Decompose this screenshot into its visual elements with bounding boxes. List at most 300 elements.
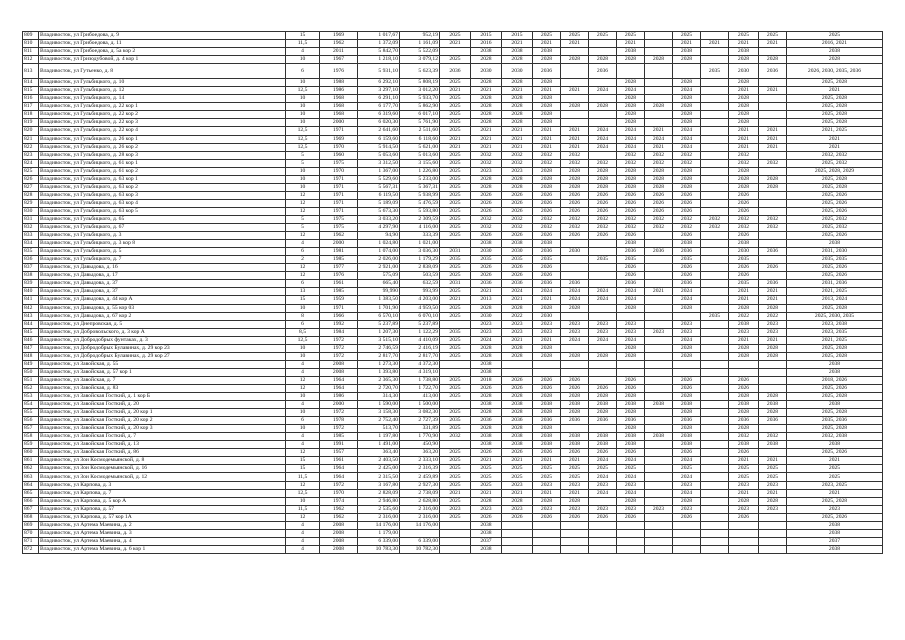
cell-year-col-5: 2032 (561, 159, 589, 167)
cell-address: Владивосток, ул Артема Маевина, д. 3 (39, 529, 286, 537)
cell-living-area (400, 529, 440, 537)
cell-year-col-3: 2028 (502, 352, 533, 360)
cell-row-number: 836 (23, 256, 39, 264)
cell-total-area: 5 529,60 (358, 175, 400, 183)
cell-year-col-1: 2025 (440, 224, 471, 232)
cell-floors: 4 (286, 441, 320, 449)
table-row (23, 328, 883, 336)
cell-year-col-9: 2026 (673, 384, 701, 392)
cell-year-col-5 (561, 256, 589, 264)
cell-year-col-11: 2028 (729, 175, 759, 183)
cell-year-col-8 (645, 360, 673, 368)
cell-year-summary: 2025, 2032 (787, 224, 883, 232)
cell-year-col-1: 2025 (440, 336, 471, 344)
cell-year-col-3: 2026 (502, 272, 533, 280)
table-row (23, 256, 883, 264)
cell-living-area: 1 179,29 (400, 256, 440, 264)
cell-year-col-11: 2028 (729, 183, 759, 191)
cell-year-col-10: 2035 (701, 312, 729, 320)
cell-year-summary: 2038 (787, 401, 883, 409)
cell-year-built: 1969 (320, 32, 358, 40)
cell-address: Владивосток, ул Зои Космодемьянской, д. 16 (39, 465, 286, 473)
cell-year-col-11: 2035 (729, 256, 759, 264)
cell-year-built: 1962 (320, 513, 358, 521)
cell-year-col-12: 2036 (759, 417, 787, 425)
cell-address: Владивосток, ул Гульбицкого, д. 63 кор 4 (39, 199, 286, 207)
cell-year-col-9: 2038 (673, 240, 701, 248)
cell-year-col-6: 2026 (589, 232, 617, 240)
cell-year-col-4: 2028 (533, 95, 561, 103)
cell-year-col-12: 2021 (759, 457, 787, 465)
cell-year-col-12 (759, 111, 787, 119)
cell-total-area: 2 535,60 (358, 505, 400, 513)
cell-year-col-10 (701, 95, 729, 103)
cell-address: Владивосток, ул Гульбицкого, д. 65 (39, 215, 286, 223)
cell-year-built: 1971 (320, 127, 358, 135)
cell-year-summary: 2031, 2036 (787, 280, 883, 288)
table-row (23, 465, 883, 473)
cell-year-col-2: 2038 (471, 360, 502, 368)
cell-year-col-5: 2028 (561, 175, 589, 183)
cell-year-col-10 (701, 191, 729, 199)
cell-year-col-8 (645, 417, 673, 425)
cell-floors: 2 (286, 256, 320, 264)
cell-year-col-11: 2021 (729, 143, 759, 151)
cell-total-area: 1 590,00 (358, 401, 400, 409)
cell-year-col-7: 2026 (617, 376, 645, 384)
cell-year-col-3: 2026 (502, 199, 533, 207)
cell-floors: 5 (286, 224, 320, 232)
cell-year-summary: 2025, 2028 (787, 111, 883, 119)
cell-living-area: 5 761,90 (400, 119, 440, 127)
cell-year-col-5: 2028 (561, 103, 589, 111)
cell-year-col-3: 2021 (502, 143, 533, 151)
cell-year-col-9: 2032 (673, 215, 701, 223)
cell-year-col-2: 2021 (471, 127, 502, 135)
cell-row-number: 845 (23, 328, 39, 336)
cell-year-col-7: 2026 (617, 449, 645, 457)
cell-year-col-3 (502, 521, 533, 529)
cell-year-col-1: 2025 (440, 232, 471, 240)
table-row (23, 505, 883, 513)
cell-floors: 12,5 (286, 87, 320, 95)
cell-year-col-9: 2038 (673, 441, 701, 449)
cell-year-col-8 (645, 320, 673, 328)
cell-year-col-9 (673, 312, 701, 320)
cell-year-col-6 (589, 48, 617, 56)
cell-year-built: 1972 (320, 425, 358, 433)
cell-year-summary: 2025, 2028 (787, 344, 883, 352)
cell-year-col-11: 2028 (729, 352, 759, 360)
cell-year-col-1: 2025 (440, 199, 471, 207)
cell-row-number: 856 (23, 417, 39, 425)
cell-year-col-10 (701, 272, 729, 280)
cell-row-number: 864 (23, 481, 39, 489)
cell-address: Владивосток, ул Гульбицкого, д. 63 кор 5 (39, 207, 286, 215)
cell-year-col-8: 2026 (645, 191, 673, 199)
cell-year-col-3: 2026 (502, 449, 533, 457)
cell-year-built: 1971 (320, 191, 358, 199)
cell-floors: 15 (286, 465, 320, 473)
cell-address: Владивосток, ул Карпова, д. 3 (39, 481, 286, 489)
cell-living-area: 1 122,29 (400, 328, 440, 336)
cell-floors: 11,5 (286, 505, 320, 513)
cell-floors: 12,5 (286, 336, 320, 344)
cell-year-summary: 2038 (787, 360, 883, 368)
cell-total-area: 4 297,90 (358, 224, 400, 232)
cell-year-col-10 (701, 545, 729, 553)
cell-year-col-8 (645, 344, 673, 352)
cell-year-col-8: 2021 (645, 143, 673, 151)
cell-row-number: 840 (23, 288, 39, 296)
cell-year-col-9: 2028 (673, 119, 701, 127)
cell-year-col-12 (759, 191, 787, 199)
cell-year-col-7: 2026 (617, 232, 645, 240)
cell-year-col-5: 2023 (561, 505, 589, 513)
table-row (23, 248, 883, 256)
cell-year-col-5 (561, 272, 589, 280)
cell-year-col-1: 2025 (440, 409, 471, 417)
cell-year-col-3: 2028 (502, 304, 533, 312)
cell-year-col-6 (589, 111, 617, 119)
cell-total-area: 2 746,59 (358, 344, 400, 352)
cell-floors: 10 (286, 119, 320, 127)
cell-year-col-8 (645, 497, 673, 505)
cell-row-number: 832 (23, 224, 39, 232)
cell-year-col-8 (645, 393, 673, 401)
cell-floors: 10 (286, 167, 320, 175)
cell-row-number: 810 (23, 40, 39, 48)
cell-year-col-12: 2028 (759, 344, 787, 352)
cell-year-col-8: 2021 (645, 288, 673, 296)
cell-year-col-4: 2038 (533, 401, 561, 409)
cell-year-col-11: 2021 (729, 336, 759, 344)
cell-year-col-10: 2032 (701, 224, 729, 232)
cell-address: Владивосток, ул Гульбицкого, д. 3 (39, 232, 286, 240)
cell-year-col-7: 2028 (617, 56, 645, 64)
cell-year-col-6 (589, 272, 617, 280)
cell-year-col-1: 2025 (440, 288, 471, 296)
cell-year-col-6 (589, 304, 617, 312)
cell-year-built: 1972 (320, 481, 358, 489)
cell-year-col-12 (759, 151, 787, 159)
cell-year-col-10 (701, 417, 729, 425)
cell-year-col-1 (440, 320, 471, 328)
cell-total-area: 5 673,30 (358, 207, 400, 215)
cell-row-number: 858 (23, 433, 39, 441)
cell-year-col-7 (617, 360, 645, 368)
cell-year-col-11: 2032 (729, 215, 759, 223)
cell-year-col-4: 2026 (533, 384, 561, 392)
cell-year-col-2: 2025 (471, 465, 502, 473)
cell-year-col-6: 2023 (589, 328, 617, 336)
cell-year-col-4: 2038 (533, 441, 561, 449)
cell-year-col-8 (645, 272, 673, 280)
cell-year-col-1: 2025 (440, 159, 471, 167)
cell-year-summary: 2025, 2028 (787, 95, 883, 103)
table-row (23, 312, 883, 320)
cell-year-col-4: 2021 (533, 127, 561, 135)
cell-year-col-12: 2023 (759, 320, 787, 328)
cell-year-col-9: 2024 (673, 457, 701, 465)
cell-year-col-3: 2028 (502, 119, 533, 127)
table-row (23, 272, 883, 280)
cell-year-col-12: 2032 (759, 215, 787, 223)
cell-year-col-4: 2026 (533, 199, 561, 207)
cell-year-col-12 (759, 256, 787, 264)
cell-year-col-4: 2021 (533, 457, 561, 465)
cell-year-col-12 (759, 376, 787, 384)
cell-living-area: 3 155,60 (400, 159, 440, 167)
cell-address: Владивосток, ул Завойская, д. 57 кор 1 (39, 368, 286, 376)
cell-year-col-11: 2035 (729, 280, 759, 288)
cell-living-area: 1 500,00 (400, 401, 440, 409)
cell-address: Владивосток, ул Карпова, д. 7 (39, 489, 286, 497)
cell-year-col-6: 2026 (589, 207, 617, 215)
cell-year-col-7: 2026 (617, 191, 645, 199)
cell-row-number: 871 (23, 537, 39, 545)
cell-year-col-12 (759, 272, 787, 280)
cell-address: Владивосток, ул Гульбицкого, д. 67 (39, 224, 286, 232)
cell-year-col-5 (561, 48, 589, 56)
cell-living-area: 952,19 (400, 32, 440, 40)
cell-row-number: 869 (23, 521, 39, 529)
cell-year-col-6: 2028 (589, 175, 617, 183)
cell-year-col-3: 2023 (502, 328, 533, 336)
cell-year-col-4: 2025 (533, 32, 561, 40)
cell-year-col-8: 2038 (645, 433, 673, 441)
cell-year-col-11: 2028 (729, 393, 759, 401)
cell-year-col-1: 2023 (440, 505, 471, 513)
cell-year-col-10 (701, 473, 729, 481)
cell-year-col-11: 2038 (729, 240, 759, 248)
cell-year-col-9: 2028 (673, 497, 701, 505)
cell-year-col-1 (440, 368, 471, 376)
cell-year-col-10 (701, 449, 729, 457)
cell-year-col-3: 2032 (502, 159, 533, 167)
cell-year-col-9: 2024 (673, 143, 701, 151)
cell-address: Владивосток, ул Гризодубовой, д. 4 кор 1 (39, 56, 286, 64)
cell-year-built: 2011 (320, 48, 358, 56)
cell-year-summary: 2025, 2028 (787, 183, 883, 191)
cell-year-col-6 (589, 529, 617, 537)
table-row (23, 457, 883, 465)
cell-year-col-12 (759, 537, 787, 545)
cell-year-summary: 2023, 2038 (787, 320, 883, 328)
cell-row-number: 862 (23, 465, 39, 473)
cell-year-col-6 (589, 425, 617, 433)
cell-year-col-10 (701, 199, 729, 207)
cell-year-built: 1986 (320, 87, 358, 95)
cell-year-col-3: 2038 (502, 48, 533, 56)
cell-year-col-4: 2028 (533, 103, 561, 111)
cell-year-built: 1971 (320, 183, 358, 191)
cell-year-col-12: 2021 (759, 288, 787, 296)
cell-year-col-6: 2038 (589, 401, 617, 409)
cell-year-col-4: 2030 (533, 312, 561, 320)
cell-year-col-5: 2023 (561, 320, 589, 328)
cell-row-number: 867 (23, 505, 39, 513)
cell-year-summary: 2018, 2026 (787, 376, 883, 384)
cell-year-col-1: 2025 (440, 207, 471, 215)
cell-year-summary: 2021 (787, 457, 883, 465)
cell-year-built: 1967 (320, 56, 358, 64)
cell-year-col-7: 2035 (617, 256, 645, 264)
cell-year-col-4: 2038 (533, 240, 561, 248)
cell-year-col-10 (701, 240, 729, 248)
cell-year-col-12: 2028 (759, 56, 787, 64)
cell-year-col-1: 2025 (440, 425, 471, 433)
cell-total-area: 1 207,30 (358, 328, 400, 336)
cell-year-col-4: 2026 (533, 264, 561, 272)
cell-total-area: 5 914,50 (358, 143, 400, 151)
cell-year-col-4: 2032 (533, 224, 561, 232)
cell-year-col-11 (729, 368, 759, 376)
cell-year-col-6: 2028 (589, 103, 617, 111)
cell-year-col-9: 2032 (673, 151, 701, 159)
cell-year-built: 1975 (320, 215, 358, 223)
cell-year-col-8 (645, 87, 673, 95)
cell-total-area: 2 403,50 (358, 457, 400, 465)
cell-year-col-1: 2021 (440, 87, 471, 95)
cell-year-col-1: 2035 (440, 256, 471, 264)
cell-year-col-2: 2038 (471, 521, 502, 529)
cell-year-col-10 (701, 111, 729, 119)
cell-total-area: 1 017,67 (358, 32, 400, 40)
cell-year-summary: 2023 (787, 505, 883, 513)
cell-year-col-11: 2021 (729, 135, 759, 143)
cell-year-col-5 (561, 264, 589, 272)
cell-year-col-3: 2025 (502, 473, 533, 481)
cell-year-col-2: 2028 (471, 103, 502, 111)
cell-year-col-9: 2023 (673, 505, 701, 513)
cell-address: Владивосток, ул Гульбицкого, д. 63 кор 2 (39, 183, 286, 191)
cell-year-col-12 (759, 360, 787, 368)
cell-year-col-5: 2024 (561, 336, 589, 344)
cell-year-col-3: 2035 (502, 256, 533, 264)
cell-year-built: 1971 (320, 207, 358, 215)
cell-year-summary: 2025, 2026 (787, 191, 883, 199)
cell-row-number: 829 (23, 199, 39, 207)
table-row (23, 513, 883, 521)
cell-year-col-2: 2025 (471, 481, 502, 489)
cell-year-col-4: 2021 (533, 336, 561, 344)
cell-floors: 6 (286, 248, 320, 256)
cell-year-col-10 (701, 513, 729, 521)
cell-year-col-2: 2023 (471, 328, 502, 336)
cell-year-col-5 (561, 529, 589, 537)
cell-row-number: 813 (23, 64, 39, 79)
cell-row-number: 823 (23, 151, 39, 159)
table-row (23, 207, 883, 215)
cell-year-col-5: 2026 (561, 232, 589, 240)
cell-year-col-12 (759, 529, 787, 537)
cell-year-built: 1976 (320, 64, 358, 79)
cell-year-col-7: 2038 (617, 240, 645, 248)
cell-year-col-3: 2026 (502, 191, 533, 199)
cell-year-col-9: 2024 (673, 127, 701, 135)
cell-total-area: 2 316,00 (358, 513, 400, 521)
cell-year-col-4: 2025 (533, 465, 561, 473)
cell-living-area: 14 176,00 (400, 521, 440, 529)
cell-year-col-11: 2021 (729, 457, 759, 465)
cell-year-col-3: 2032 (502, 151, 533, 159)
cell-year-col-11: 2021 (729, 40, 759, 48)
cell-year-col-11: 2026 (729, 199, 759, 207)
cell-year-col-2: 2028 (471, 111, 502, 119)
cell-year-col-11: 2038 (729, 320, 759, 328)
cell-row-number: 841 (23, 296, 39, 304)
cell-address: Владивосток, ул Грибоедова, д. 5а кор 2 (39, 48, 286, 56)
cell-year-col-7: 2025 (617, 32, 645, 40)
cell-year-col-4: 2032 (533, 151, 561, 159)
cell-year-col-2: 2037 (471, 537, 502, 545)
cell-floors: 4 (286, 433, 320, 441)
cell-total-area: 2 752,40 (358, 417, 400, 425)
cell-year-col-11: 2028 (729, 304, 759, 312)
cell-year-summary: 2038 (787, 529, 883, 537)
cell-year-col-5 (561, 119, 589, 127)
cell-year-col-11: 2028 (729, 111, 759, 119)
cell-living-area: 5 233,00 (400, 175, 440, 183)
cell-year-built: 2008 (320, 545, 358, 553)
cell-year-col-8 (645, 32, 673, 40)
cell-year-col-6: 2024 (589, 143, 617, 151)
cell-year-col-4: 2036 (533, 280, 561, 288)
cell-floors: 4 (286, 360, 320, 368)
cell-living-area: 4 203,00 (400, 296, 440, 304)
cell-living-area: 993,99 (400, 288, 440, 296)
table-row (23, 215, 883, 223)
cell-year-built: 1991 (320, 441, 358, 449)
cell-year-col-11: 2021 (729, 296, 759, 304)
cell-year-col-2: 2035 (471, 256, 502, 264)
cell-living-area: 4 959,50 (400, 304, 440, 312)
cell-total-area: 3 297,10 (358, 87, 400, 95)
cell-year-col-10 (701, 175, 729, 183)
cell-year-col-12 (759, 95, 787, 103)
cell-year-col-10 (701, 457, 729, 465)
cell-year-col-8 (645, 256, 673, 264)
cell-year-built: 1962 (320, 232, 358, 240)
cell-year-col-6: 2026 (589, 199, 617, 207)
cell-year-col-7: 2028 (617, 175, 645, 183)
cell-year-col-10 (701, 393, 729, 401)
cell-year-built: 1971 (320, 175, 358, 183)
cell-year-col-2: 2026 (471, 207, 502, 215)
cell-address: Владивосток, ул Гульбицкого, д. 28 кор 3 (39, 151, 286, 159)
cell-year-col-7: 2024 (617, 473, 645, 481)
cell-row-number: 817 (23, 103, 39, 111)
cell-year-summary: 2025, 2028 (787, 425, 883, 433)
cell-year-col-12: 2025 (759, 32, 787, 40)
cell-year-col-1: 2025 (440, 151, 471, 159)
cell-year-col-11: 2026 (729, 191, 759, 199)
cell-year-col-8: 2024 (645, 135, 673, 143)
cell-floors: 12 (286, 513, 320, 521)
cell-floors: 10 (286, 304, 320, 312)
cell-year-col-8 (645, 376, 673, 384)
cell-address: Владивосток, ул Гульбицкого, д. 22 кор 1 (39, 103, 286, 111)
cell-year-built: 1988 (320, 79, 358, 87)
cell-year-col-4: 2036 (533, 64, 561, 79)
cell-year-col-4: 2021 (533, 296, 561, 304)
cell-year-col-4: 2028 (533, 393, 561, 401)
cell-row-number: 868 (23, 513, 39, 521)
cell-living-area: 1 226,80 (400, 167, 440, 175)
cell-year-col-3: 2038 (502, 441, 533, 449)
cell-total-area: 6 119,50 (358, 191, 400, 199)
